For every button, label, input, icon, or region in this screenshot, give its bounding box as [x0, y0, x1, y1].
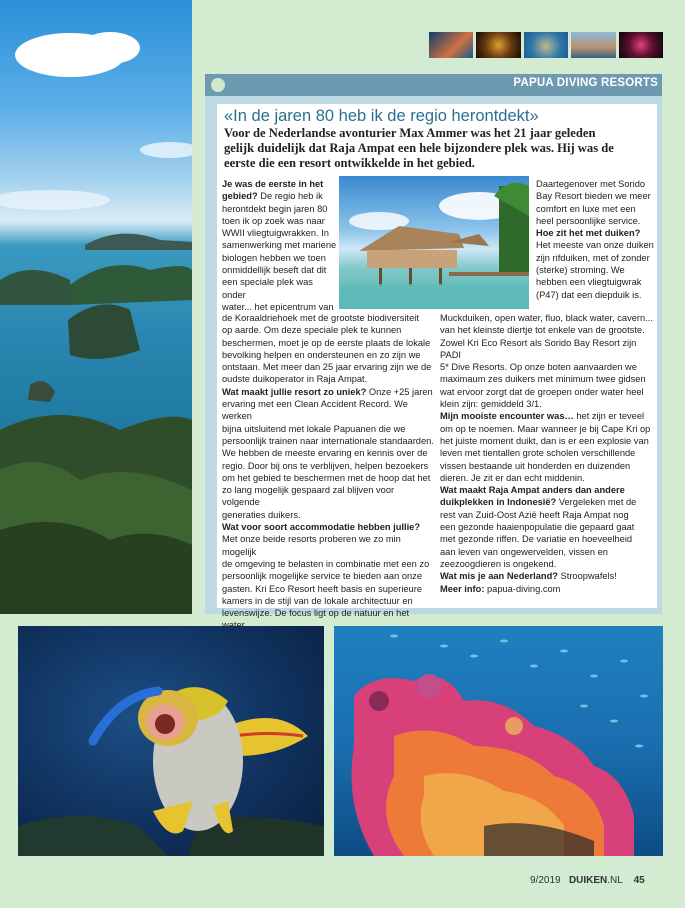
text-line [222, 460, 434, 472]
body-text: dieren. Je zit er dan echt middenin. [440, 472, 585, 483]
text-line [440, 472, 656, 484]
text-line [222, 349, 434, 361]
body-text: Vergeleken met de [556, 497, 637, 508]
fish-photo [18, 626, 324, 856]
body-text: op aarde. Om deze speciale plek te kunnen [222, 325, 402, 336]
body-text: maximaum zes duikers met minimum twee gidsen [440, 374, 646, 385]
text-line [222, 178, 337, 190]
text-line [222, 337, 434, 349]
text-line [222, 570, 434, 582]
body-text: comfort en luxe met een [536, 203, 636, 214]
body-text: zijn rifduiken, met of zonder [536, 252, 650, 263]
body-text: om op te noemen. Maar wanneer je bij Cape Kri op [440, 423, 651, 434]
body-text: een speciale plek was onder [222, 277, 313, 300]
text-line [536, 190, 656, 202]
question-text: duikplekken in Indonesië? [440, 497, 557, 508]
text-line [222, 423, 434, 435]
question-text: gebied? [222, 191, 258, 202]
question-text: Meer info: [440, 583, 485, 594]
text-line [440, 521, 656, 533]
body-text: van het kleinste diertje tot enkele van de grootste. [440, 325, 645, 336]
question-text: Hoe zit het met duiken? [536, 228, 641, 239]
text-line [440, 496, 656, 508]
text-line [222, 509, 434, 521]
text-line [440, 447, 656, 459]
text-line [222, 239, 337, 251]
body-text: ontstaan. Met meer dan 25 jaar ervaring zijn we de [222, 362, 432, 373]
text-line [222, 361, 434, 373]
text-line [440, 484, 656, 496]
body-text: We hebben de meeste ervaring en kennis over de [222, 448, 428, 459]
text-line [536, 264, 656, 276]
text-line [440, 546, 656, 558]
text-line [222, 583, 434, 595]
body-text: beschermen, moet je op de eerste plaats de lokale [222, 337, 431, 348]
body-text: leven met tientallen grote scholen verschillende [440, 448, 636, 459]
text-line [440, 386, 656, 398]
text-line [440, 324, 656, 336]
body-text: generaties duikers. [222, 509, 301, 520]
column-right-top [536, 178, 656, 301]
islands-photo [0, 0, 192, 614]
body-text: het zijn er teveel [573, 411, 645, 422]
brand-suffix: .NL [607, 875, 623, 886]
text-line [222, 276, 337, 301]
article-intro [224, 126, 654, 171]
text-line [536, 289, 656, 301]
text-line [536, 215, 656, 227]
section-label: PAPUA DIVING RESORTS [513, 77, 658, 89]
issue-number: 9/2019 [530, 875, 561, 886]
text-line [440, 337, 656, 362]
body-text: hebben een vliegtuigwrak [536, 277, 642, 288]
body-text: de omgeving te belasten in combinatie met een zo [222, 558, 430, 569]
text-line [536, 276, 656, 288]
text-line [222, 435, 434, 447]
body-text: Met onze beide resorts proberen we zo min mogelijk [222, 534, 401, 557]
text-line [440, 361, 656, 373]
question-text: Wat voor soort accommodatie hebben jullie? [222, 522, 421, 533]
text-line [440, 558, 656, 570]
intro-line: eerste die een resort ontwikkelde in het gebied. [224, 156, 475, 170]
text-line [222, 312, 434, 324]
text-line [222, 521, 434, 533]
text-line [222, 595, 434, 607]
body-text: aan leven van ongewervelden, vissen en [440, 546, 608, 557]
coral-reef-photo [334, 626, 663, 856]
page-footer [530, 875, 645, 886]
text-line [440, 583, 656, 595]
body-text: levenswijze. De focus ligt op de natuur en het [222, 608, 410, 619]
text-line [222, 484, 434, 509]
body-text: water... het epicentrum van [222, 301, 334, 312]
body-text: Daartegenover met Sorido [536, 179, 646, 189]
resort-photo [339, 176, 529, 309]
body-text: toen ik op zoek was naar [222, 215, 325, 226]
body-text: De regio heb ik [257, 191, 323, 202]
body-text: persoonlijk mogelijke service te bieden aan onze [222, 571, 423, 582]
body-text: heel persoonlijke service. [536, 215, 641, 226]
column-left-top [222, 178, 337, 313]
body-text: Muckduiken, open water, fluo, black water, cavern... [440, 313, 653, 323]
body-text: Stroopwafels! [557, 571, 617, 582]
page-number: 45 [633, 875, 645, 886]
body-text: samenwerking met mariene [222, 240, 337, 251]
body-text: wat ervoor zorgt dat de groepen onder water heel [440, 386, 644, 397]
column-left-bottom [222, 312, 434, 632]
thumbnail-turtle [524, 32, 568, 58]
body-text: persoonlijk trainen naar internationale standaarden. [222, 435, 434, 446]
body-text: om het gebied te beschermen met de hoop dat het [222, 472, 431, 483]
thumbnail-dancer [476, 32, 520, 58]
body-text: Zowel Kri Eco Resort als Sorido Bay Resort zijn PADI [440, 337, 637, 360]
question-text: Wat maakt jullie resort zo uniek? [222, 386, 367, 397]
body-text: zeezoogdieren is ongekend. [440, 558, 557, 569]
thumbnail-temple [571, 32, 615, 58]
text-line [222, 252, 337, 264]
thumbnail-reef [429, 32, 473, 58]
text-line [222, 373, 434, 385]
body-text: herontdekt begin jaren 80 [222, 203, 328, 214]
header-bullet-icon [211, 78, 225, 92]
body-text: WWII vliegtuigwrakken. In [222, 228, 329, 239]
thumbnail-strip [429, 32, 663, 58]
body-text: Bay Resort bieden we meer [536, 191, 651, 202]
text-line [222, 324, 434, 336]
text-line [222, 227, 337, 239]
text-line [440, 435, 656, 447]
text-line [222, 472, 434, 484]
body-text: onmiddellijk beseft dat dit [222, 265, 327, 276]
body-text: ervaring met een Clean Accident Record. We werken [222, 399, 408, 422]
text-line [440, 398, 656, 410]
body-text: de Koraaldriehoek met de grootste biodiversiteit [222, 313, 419, 323]
body-text: het juiste moment duikt, dan is er een explosie van [440, 435, 649, 446]
text-line [440, 423, 656, 435]
body-text: (sterke) stroming. We [536, 265, 625, 276]
body-text: met gezonde riffen. De variatie en hoeveelheid [440, 534, 633, 545]
text-line [536, 252, 656, 264]
body-text: regio. Door bij ons te verblijven, helpen bezoekers [222, 460, 429, 471]
body-text: zo lang mogelijk gespaard zal blijven voor volgende [222, 485, 395, 508]
magazine-brand: DUIKEN [568, 875, 608, 886]
text-line [440, 373, 656, 385]
text-line [222, 215, 337, 227]
text-line [222, 558, 434, 570]
body-text: bijna uitsluitend met lokale Papuanen die we [222, 423, 406, 434]
body-text: klein zijn: gemiddeld 3/1. [440, 399, 542, 410]
text-line [222, 398, 434, 423]
question-text: Mijn mooiste encounter was… [440, 411, 574, 422]
body-text: bevolking helpen en ondersteunen en zo zijn we [222, 349, 421, 360]
text-line [440, 460, 656, 472]
text-line [440, 410, 656, 422]
question-text: Wat mis je aan Nederland? [440, 571, 558, 582]
text-line [222, 386, 434, 398]
body-text: een gezonde haaienpopulatie die gepaard gaat [440, 522, 635, 533]
text-line [536, 227, 656, 239]
body-text: gasten. Kri Eco Resort heeft basis en superieure [222, 583, 422, 594]
text-line [222, 533, 434, 558]
text-line [536, 203, 656, 215]
intro-line: Voor de Nederlandse avonturier Max Ammer was het 21 jaar geleden [224, 126, 596, 140]
body-text: oudste duikoperator in Raja Ampat. [222, 374, 368, 385]
article-headline: «In de jaren 80 heb ik de regio herontdekt» [224, 107, 539, 125]
body-text: 5* Dive Resorts. Op onze boten aanvaarden we [440, 362, 637, 373]
body-text: papua-diving.com [484, 583, 561, 594]
text-line [440, 570, 656, 582]
body-text: kamers in de stijl van de lokale architectuur en [222, 595, 413, 606]
question-text: Wat maakt Raja Ampat anders dan andere [440, 485, 625, 496]
question-text: Je was de eerste in het [222, 179, 324, 189]
thumbnail-anemone [619, 32, 663, 58]
text-line [222, 203, 337, 215]
body-text: biologen hebben we toen [222, 252, 326, 263]
intro-line: gelijk duidelijk dat Raja Ampat een hele bijzondere plek was. Hij was de [224, 141, 614, 155]
text-line [440, 312, 656, 324]
column-right-bottom [440, 312, 656, 595]
text-line [222, 190, 337, 202]
text-line [440, 509, 656, 521]
body-text: vissen bestaande uit honderden en duizenden [440, 460, 631, 471]
body-text: Het meeste van onze duiken [536, 240, 654, 251]
body-text: (P47) dat een diepduik is. [536, 289, 642, 300]
text-line [440, 533, 656, 545]
body-text: rest van Zuid-Oost Azië heeft Raja Ampat nog [440, 509, 629, 520]
body-text: Onze +25 jaren [366, 386, 433, 397]
text-line [536, 239, 656, 251]
text-line [222, 447, 434, 459]
text-line [222, 264, 337, 276]
text-line [536, 178, 656, 190]
